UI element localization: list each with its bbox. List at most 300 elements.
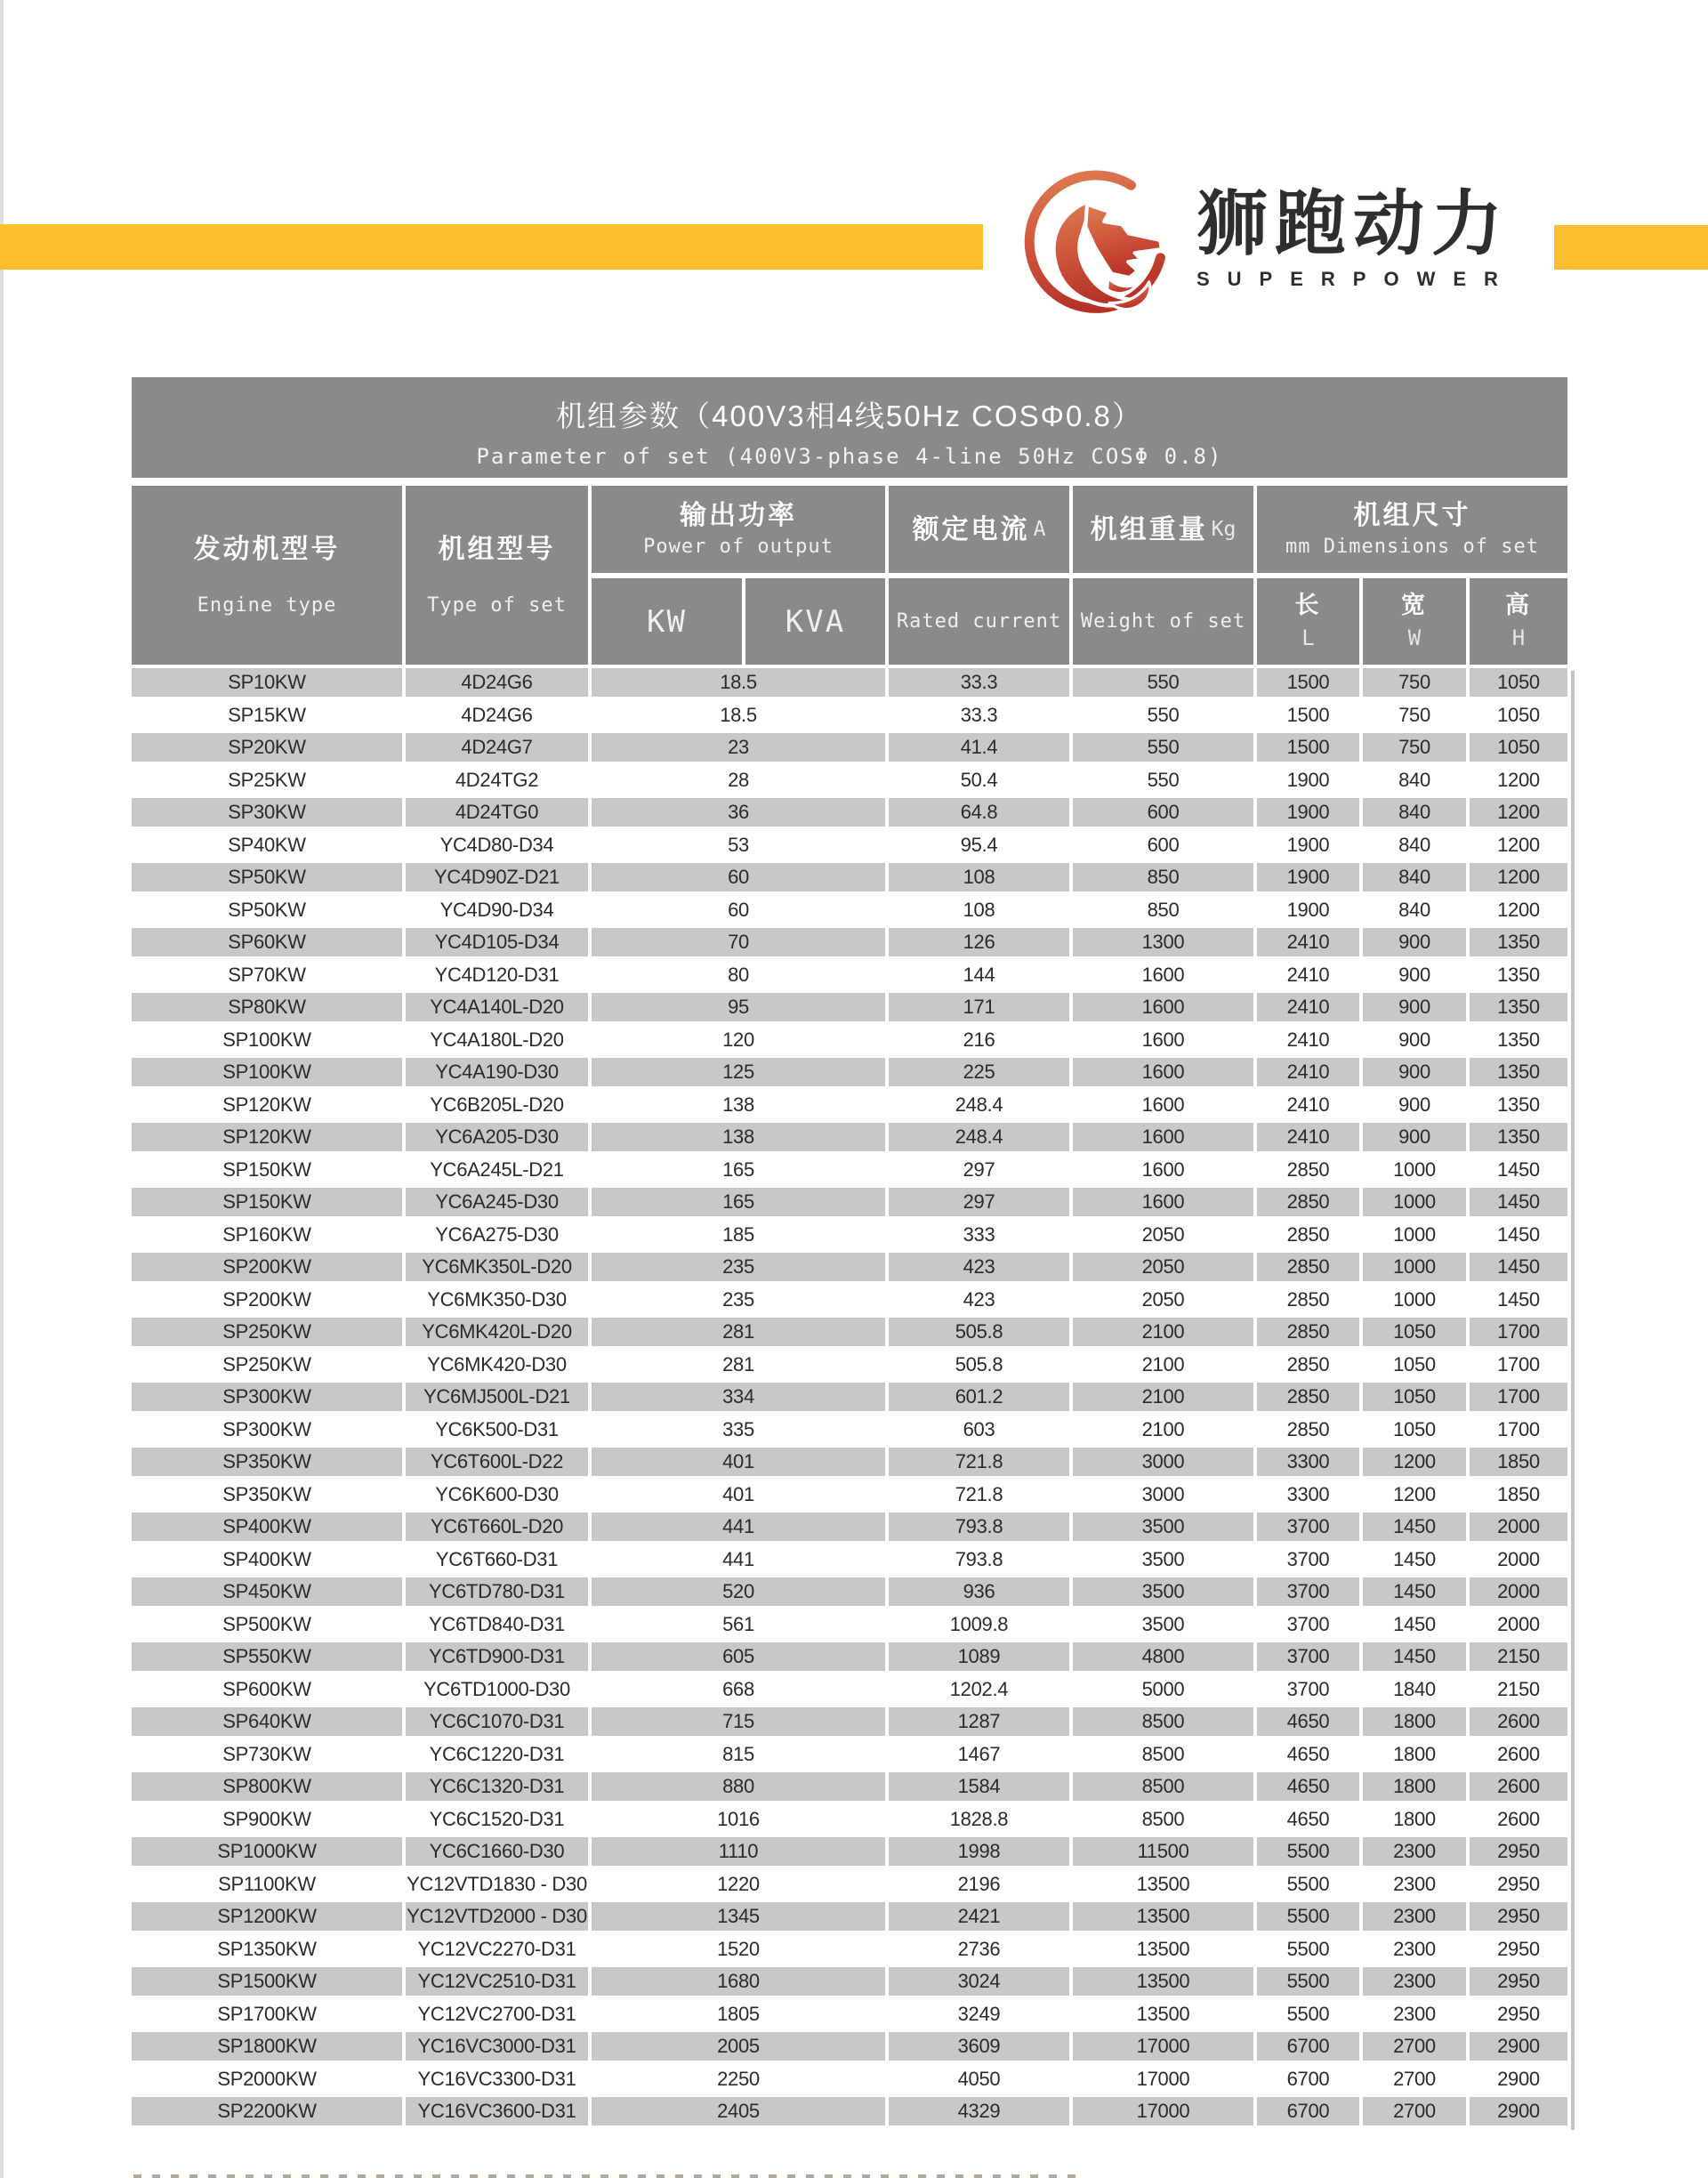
cell-rated-current: 3609 bbox=[889, 2032, 1069, 2061]
cell-engine-type: SP400KW bbox=[132, 1512, 402, 1541]
cell-engine-type: SP200KW bbox=[132, 1253, 402, 1281]
cell-power: 125 bbox=[592, 1058, 885, 1086]
cell-engine-type: SP550KW bbox=[132, 1642, 402, 1671]
cell-set-type: YC16VC3600-D31 bbox=[406, 2097, 588, 2126]
col-header-weight-cn: 机组重量 Kg bbox=[1073, 486, 1253, 573]
cell-height: 2000 bbox=[1470, 1512, 1567, 1541]
cell-engine-type: SP40KW bbox=[132, 831, 402, 859]
accent-bar-left bbox=[0, 224, 983, 270]
cell-set-type: YC6C1320-D31 bbox=[406, 1772, 588, 1801]
cell-weight: 5000 bbox=[1073, 1675, 1253, 1704]
cell-weight: 13500 bbox=[1073, 1902, 1253, 1931]
cell-height: 2000 bbox=[1470, 1610, 1567, 1639]
cell-length: 1500 bbox=[1257, 733, 1359, 762]
cell-height: 1350 bbox=[1470, 1123, 1567, 1151]
cell-height: 1350 bbox=[1470, 1091, 1567, 1119]
cell-set-type: YC6T600L-D22 bbox=[406, 1448, 588, 1476]
col-header-length: 长 L bbox=[1257, 578, 1359, 665]
cell-height: 2900 bbox=[1470, 2065, 1567, 2093]
cell-rated-current: 216 bbox=[889, 1026, 1069, 1054]
cell-power: 1805 bbox=[592, 2000, 885, 2029]
cell-width: 1200 bbox=[1363, 1448, 1466, 1476]
cell-height: 1450 bbox=[1470, 1253, 1567, 1281]
cell-width: 840 bbox=[1363, 863, 1466, 891]
cell-width: 1000 bbox=[1363, 1286, 1466, 1314]
cell-rated-current: 108 bbox=[889, 896, 1069, 924]
cell-engine-type: SP160KW bbox=[132, 1221, 402, 1249]
table-title bbox=[132, 377, 1567, 478]
cell-engine-type: SP800KW bbox=[132, 1772, 402, 1801]
cell-height: 2950 bbox=[1470, 1935, 1567, 1964]
cell-weight: 8500 bbox=[1073, 1772, 1253, 1801]
cell-engine-type: SP250KW bbox=[132, 1351, 402, 1379]
cell-length: 1900 bbox=[1257, 863, 1359, 891]
cell-set-type: 4D24TG0 bbox=[406, 798, 588, 827]
cell-weight: 8500 bbox=[1073, 1805, 1253, 1834]
cell-width: 1840 bbox=[1363, 1675, 1466, 1704]
cell-height: 2600 bbox=[1470, 1707, 1567, 1736]
cell-engine-type: SP2200KW bbox=[132, 2097, 402, 2126]
cell-power: 60 bbox=[592, 863, 885, 891]
cell-width: 840 bbox=[1363, 831, 1466, 859]
cell-width: 2300 bbox=[1363, 2000, 1466, 2029]
cell-weight: 1600 bbox=[1073, 961, 1253, 989]
cell-height: 2000 bbox=[1470, 1577, 1567, 1606]
lion-emblem-icon bbox=[1021, 164, 1171, 317]
cell-set-type: YC6B205L-D20 bbox=[406, 1091, 588, 1119]
cell-weight: 600 bbox=[1073, 798, 1253, 827]
cell-set-type: YC12VTD2000 - D30 bbox=[406, 1902, 588, 1931]
cell-rated-current: 1202.4 bbox=[889, 1675, 1069, 1704]
cell-width: 2700 bbox=[1363, 2065, 1466, 2093]
cell-set-type: YC6A245L-D21 bbox=[406, 1156, 588, 1184]
col-header-rated-current-cn: 额定电流 A bbox=[889, 486, 1069, 573]
cell-engine-type: SP60KW bbox=[132, 928, 402, 956]
cell-weight: 1600 bbox=[1073, 1026, 1253, 1054]
cell-weight: 11500 bbox=[1073, 1837, 1253, 1866]
cell-rated-current: 3024 bbox=[889, 1967, 1069, 1996]
cell-length: 3700 bbox=[1257, 1512, 1359, 1541]
cell-weight: 1600 bbox=[1073, 1188, 1253, 1216]
cell-engine-type: SP500KW bbox=[132, 1610, 402, 1639]
cell-height: 2150 bbox=[1470, 1675, 1567, 1704]
cell-weight: 1600 bbox=[1073, 993, 1253, 1021]
cell-engine-type: SP1100KW bbox=[132, 1870, 402, 1899]
table-header bbox=[132, 486, 1567, 665]
cell-rated-current: 601.2 bbox=[889, 1383, 1069, 1411]
cell-weight: 3500 bbox=[1073, 1577, 1253, 1606]
cell-weight: 2100 bbox=[1073, 1351, 1253, 1379]
cell-weight: 8500 bbox=[1073, 1740, 1253, 1769]
cell-height: 1350 bbox=[1470, 1058, 1567, 1086]
cell-weight: 13500 bbox=[1073, 1935, 1253, 1964]
cell-engine-type: SP150KW bbox=[132, 1156, 402, 1184]
cell-weight: 550 bbox=[1073, 766, 1253, 795]
cell-length: 1900 bbox=[1257, 831, 1359, 859]
cell-power: 1016 bbox=[592, 1805, 885, 1834]
cell-height: 1050 bbox=[1470, 733, 1567, 762]
cell-width: 1450 bbox=[1363, 1545, 1466, 1574]
cell-rated-current: 721.8 bbox=[889, 1448, 1069, 1476]
cell-rated-current: 297 bbox=[889, 1156, 1069, 1184]
cell-rated-current: 1998 bbox=[889, 1837, 1069, 1866]
cell-weight: 13500 bbox=[1073, 1967, 1253, 1996]
cell-power: 18.5 bbox=[592, 701, 885, 730]
cell-length: 3700 bbox=[1257, 1610, 1359, 1639]
cell-power: 120 bbox=[592, 1026, 885, 1054]
cell-power: 334 bbox=[592, 1383, 885, 1411]
cell-power: 18.5 bbox=[592, 668, 885, 697]
cell-width: 1050 bbox=[1363, 1416, 1466, 1444]
cell-set-type: YC12VC2700-D31 bbox=[406, 2000, 588, 2029]
cell-height: 1700 bbox=[1470, 1383, 1567, 1411]
cell-width: 900 bbox=[1363, 1091, 1466, 1119]
cell-power: 561 bbox=[592, 1610, 885, 1639]
cell-width: 900 bbox=[1363, 1123, 1466, 1151]
cell-length: 2410 bbox=[1257, 1026, 1359, 1054]
cell-set-type: YC6C1520-D31 bbox=[406, 1805, 588, 1834]
cell-width: 1450 bbox=[1363, 1512, 1466, 1541]
brand-name-en: SUPERPOWER bbox=[1196, 268, 1516, 290]
cell-weight: 3500 bbox=[1073, 1545, 1253, 1574]
cell-set-type: YC4A140L-D20 bbox=[406, 993, 588, 1021]
cell-set-type: 4D24TG2 bbox=[406, 766, 588, 795]
cell-rated-current: 1009.8 bbox=[889, 1610, 1069, 1639]
cell-set-type: YC6TD780-D31 bbox=[406, 1577, 588, 1606]
cell-weight: 4800 bbox=[1073, 1642, 1253, 1671]
cell-width: 1000 bbox=[1363, 1188, 1466, 1216]
cell-length: 2850 bbox=[1257, 1188, 1359, 1216]
cell-power: 281 bbox=[592, 1351, 885, 1379]
cell-power: 185 bbox=[592, 1221, 885, 1249]
cell-rated-current: 2736 bbox=[889, 1935, 1069, 1964]
cell-length: 2410 bbox=[1257, 1058, 1359, 1086]
cell-length: 4650 bbox=[1257, 1772, 1359, 1801]
cell-power: 441 bbox=[592, 1512, 885, 1541]
cell-length: 2850 bbox=[1257, 1351, 1359, 1379]
cell-height: 2600 bbox=[1470, 1740, 1567, 1769]
cell-rated-current: 1287 bbox=[889, 1707, 1069, 1736]
cell-width: 900 bbox=[1363, 993, 1466, 1021]
cell-power: 70 bbox=[592, 928, 885, 956]
cell-engine-type: SP1500KW bbox=[132, 1967, 402, 1996]
cell-power: 2405 bbox=[592, 2097, 885, 2126]
table-body bbox=[132, 668, 1567, 2126]
cell-rated-current: 108 bbox=[889, 863, 1069, 891]
cell-engine-type: SP250KW bbox=[132, 1318, 402, 1346]
cell-width: 1000 bbox=[1363, 1253, 1466, 1281]
cell-length: 3700 bbox=[1257, 1545, 1359, 1574]
cell-length: 5500 bbox=[1257, 1902, 1359, 1931]
cell-rated-current: 41.4 bbox=[889, 733, 1069, 762]
cell-width: 2700 bbox=[1363, 2097, 1466, 2126]
cell-engine-type: SP25KW bbox=[132, 766, 402, 795]
cell-length: 4650 bbox=[1257, 1707, 1359, 1736]
cell-length: 2850 bbox=[1257, 1286, 1359, 1314]
cell-rated-current: 1089 bbox=[889, 1642, 1069, 1671]
cell-weight: 2050 bbox=[1073, 1221, 1253, 1249]
cell-set-type: YC6TD1000-D30 bbox=[406, 1675, 588, 1704]
cell-width: 2700 bbox=[1363, 2032, 1466, 2061]
cell-engine-type: SP100KW bbox=[132, 1026, 402, 1054]
cell-height: 1700 bbox=[1470, 1416, 1567, 1444]
cell-engine-type: SP10KW bbox=[132, 668, 402, 697]
cell-height: 2000 bbox=[1470, 1545, 1567, 1574]
cell-set-type: YC16VC3000-D31 bbox=[406, 2032, 588, 2061]
cell-weight: 1600 bbox=[1073, 1156, 1253, 1184]
cell-width: 900 bbox=[1363, 1058, 1466, 1086]
cell-power: 668 bbox=[592, 1675, 885, 1704]
cell-set-type: 4D24G6 bbox=[406, 668, 588, 697]
cell-length: 5500 bbox=[1257, 1967, 1359, 1996]
cell-weight: 3000 bbox=[1073, 1448, 1253, 1476]
cell-weight: 8500 bbox=[1073, 1707, 1253, 1736]
cell-engine-type: SP15KW bbox=[132, 701, 402, 730]
cell-weight: 550 bbox=[1073, 733, 1253, 762]
cell-set-type: YC6MK350L-D20 bbox=[406, 1253, 588, 1281]
cell-weight: 2100 bbox=[1073, 1416, 1253, 1444]
cell-power: 401 bbox=[592, 1480, 885, 1509]
cell-power: 235 bbox=[592, 1253, 885, 1281]
cell-length: 3700 bbox=[1257, 1577, 1359, 1606]
cell-width: 840 bbox=[1363, 766, 1466, 795]
cell-weight: 3500 bbox=[1073, 1610, 1253, 1639]
cell-length: 6700 bbox=[1257, 2032, 1359, 2061]
cell-set-type: YC6C1070-D31 bbox=[406, 1707, 588, 1736]
cell-set-type: YC6MJ500L-D21 bbox=[406, 1383, 588, 1411]
accent-bar-right bbox=[1554, 225, 1708, 270]
cell-power: 53 bbox=[592, 831, 885, 859]
cell-length: 5500 bbox=[1257, 1837, 1359, 1866]
cell-width: 750 bbox=[1363, 733, 1466, 762]
cell-power: 138 bbox=[592, 1091, 885, 1119]
cell-power: 2250 bbox=[592, 2065, 885, 2093]
cell-height: 1050 bbox=[1470, 668, 1567, 697]
cell-power: 1345 bbox=[592, 1902, 885, 1931]
cell-rated-current: 248.4 bbox=[889, 1123, 1069, 1151]
cell-engine-type: SP70KW bbox=[132, 961, 402, 989]
cell-rated-current: 721.8 bbox=[889, 1480, 1069, 1509]
cell-height: 2900 bbox=[1470, 2032, 1567, 2061]
cell-set-type: YC12VC2270-D31 bbox=[406, 1935, 588, 1964]
cell-length: 2410 bbox=[1257, 993, 1359, 1021]
cell-height: 1700 bbox=[1470, 1318, 1567, 1346]
cell-set-type: YC4A190-D30 bbox=[406, 1058, 588, 1086]
cell-rated-current: 171 bbox=[889, 993, 1069, 1021]
cell-length: 2850 bbox=[1257, 1253, 1359, 1281]
cell-weight: 2050 bbox=[1073, 1253, 1253, 1281]
cell-set-type: YC6MK350-D30 bbox=[406, 1286, 588, 1314]
cell-engine-type: SP1800KW bbox=[132, 2032, 402, 2061]
cell-set-type: 4D24G6 bbox=[406, 701, 588, 730]
cell-length: 2850 bbox=[1257, 1416, 1359, 1444]
cell-weight: 3500 bbox=[1073, 1512, 1253, 1541]
cell-length: 2410 bbox=[1257, 1123, 1359, 1151]
cell-length: 6700 bbox=[1257, 2097, 1359, 2126]
cell-width: 2300 bbox=[1363, 1870, 1466, 1899]
cell-width: 840 bbox=[1363, 896, 1466, 924]
cell-power: 715 bbox=[592, 1707, 885, 1736]
cell-width: 1450 bbox=[1363, 1610, 1466, 1639]
col-header-power-output: 输出功率 Power of output bbox=[592, 486, 885, 573]
cell-set-type: YC6T660L-D20 bbox=[406, 1512, 588, 1541]
cell-length: 1500 bbox=[1257, 701, 1359, 730]
cell-engine-type: SP2000KW bbox=[132, 2065, 402, 2093]
cell-engine-type: SP20KW bbox=[132, 733, 402, 762]
cell-height: 1200 bbox=[1470, 831, 1567, 859]
cell-length: 4650 bbox=[1257, 1740, 1359, 1769]
cell-power: 60 bbox=[592, 896, 885, 924]
cell-power: 281 bbox=[592, 1318, 885, 1346]
cell-width: 1050 bbox=[1363, 1351, 1466, 1379]
cell-set-type: YC6MK420L-D20 bbox=[406, 1318, 588, 1346]
page-edge-shadow bbox=[0, 0, 4, 2178]
col-header-dimensions: 机组尺寸 mm Dimensions of set bbox=[1257, 486, 1567, 573]
cell-width: 1200 bbox=[1363, 1480, 1466, 1509]
cell-rated-current: 505.8 bbox=[889, 1351, 1069, 1379]
cell-set-type: YC6K500-D31 bbox=[406, 1416, 588, 1444]
cell-set-type: YC6A205-D30 bbox=[406, 1123, 588, 1151]
cell-rated-current: 1584 bbox=[889, 1772, 1069, 1801]
cell-engine-type: SP400KW bbox=[132, 1545, 402, 1574]
cell-set-type: YC6C1660-D30 bbox=[406, 1837, 588, 1866]
cell-length: 3700 bbox=[1257, 1675, 1359, 1704]
cell-height: 2950 bbox=[1470, 1902, 1567, 1931]
cell-height: 1700 bbox=[1470, 1351, 1567, 1379]
cell-engine-type: SP300KW bbox=[132, 1416, 402, 1444]
cell-width: 750 bbox=[1363, 701, 1466, 730]
cell-weight: 17000 bbox=[1073, 2032, 1253, 2061]
col-header-kw: KW bbox=[592, 578, 742, 665]
cell-width: 1000 bbox=[1363, 1221, 1466, 1249]
cell-weight: 850 bbox=[1073, 896, 1253, 924]
cell-engine-type: SP640KW bbox=[132, 1707, 402, 1736]
cell-engine-type: SP350KW bbox=[132, 1480, 402, 1509]
cell-length: 5500 bbox=[1257, 1870, 1359, 1899]
cell-rated-current: 50.4 bbox=[889, 766, 1069, 795]
cell-height: 1350 bbox=[1470, 928, 1567, 956]
cell-power: 815 bbox=[592, 1740, 885, 1769]
cell-width: 1800 bbox=[1363, 1772, 1466, 1801]
cell-power: 23 bbox=[592, 733, 885, 762]
cell-power: 1110 bbox=[592, 1837, 885, 1866]
cell-width: 1050 bbox=[1363, 1318, 1466, 1346]
cell-length: 2850 bbox=[1257, 1318, 1359, 1346]
cell-weight: 2050 bbox=[1073, 1286, 1253, 1314]
cell-height: 1450 bbox=[1470, 1221, 1567, 1249]
cell-height: 1350 bbox=[1470, 993, 1567, 1021]
cell-height: 1350 bbox=[1470, 1026, 1567, 1054]
cell-weight: 550 bbox=[1073, 701, 1253, 730]
cell-power: 1220 bbox=[592, 1870, 885, 1899]
cell-weight: 1300 bbox=[1073, 928, 1253, 956]
cell-length: 5500 bbox=[1257, 2000, 1359, 2029]
cell-set-type: 4D24G7 bbox=[406, 733, 588, 762]
cell-length: 2410 bbox=[1257, 961, 1359, 989]
brand-name-cn: 狮跑动力 bbox=[1196, 184, 1510, 263]
cell-width: 2300 bbox=[1363, 1935, 1466, 1964]
cell-length: 5500 bbox=[1257, 1935, 1359, 1964]
cell-weight: 3000 bbox=[1073, 1480, 1253, 1509]
cell-rated-current: 33.3 bbox=[889, 668, 1069, 697]
cell-rated-current: 4329 bbox=[889, 2097, 1069, 2126]
cell-length: 2850 bbox=[1257, 1383, 1359, 1411]
cell-engine-type: SP120KW bbox=[132, 1091, 402, 1119]
cell-rated-current: 423 bbox=[889, 1286, 1069, 1314]
cell-rated-current: 126 bbox=[889, 928, 1069, 956]
cell-length: 3300 bbox=[1257, 1448, 1359, 1476]
cell-weight: 600 bbox=[1073, 831, 1253, 859]
cell-height: 1350 bbox=[1470, 961, 1567, 989]
cell-weight: 1600 bbox=[1073, 1091, 1253, 1119]
cell-height: 1450 bbox=[1470, 1286, 1567, 1314]
cell-width: 2300 bbox=[1363, 1902, 1466, 1931]
cell-set-type: YC6TD840-D31 bbox=[406, 1610, 588, 1639]
cell-height: 2950 bbox=[1470, 2000, 1567, 2029]
cell-rated-current: 505.8 bbox=[889, 1318, 1069, 1346]
cell-weight: 2100 bbox=[1073, 1318, 1253, 1346]
cell-power: 28 bbox=[592, 766, 885, 795]
cell-engine-type: SP1350KW bbox=[132, 1935, 402, 1964]
cell-width: 840 bbox=[1363, 798, 1466, 827]
cell-rated-current: 2421 bbox=[889, 1902, 1069, 1931]
cell-rated-current: 64.8 bbox=[889, 798, 1069, 827]
cell-set-type: YC6MK420-D30 bbox=[406, 1351, 588, 1379]
cell-set-type: YC6C1220-D31 bbox=[406, 1740, 588, 1769]
cell-width: 1450 bbox=[1363, 1642, 1466, 1671]
cell-set-type: YC12VC2510-D31 bbox=[406, 1967, 588, 1996]
cell-engine-type: SP450KW bbox=[132, 1577, 402, 1606]
cell-weight: 17000 bbox=[1073, 2065, 1253, 2093]
cell-set-type: YC4D90-D34 bbox=[406, 896, 588, 924]
cell-width: 900 bbox=[1363, 1026, 1466, 1054]
cell-power: 95 bbox=[592, 993, 885, 1021]
cell-rated-current: 2196 bbox=[889, 1870, 1069, 1899]
cell-height: 2950 bbox=[1470, 1837, 1567, 1866]
cell-length: 2850 bbox=[1257, 1221, 1359, 1249]
cell-rated-current: 95.4 bbox=[889, 831, 1069, 859]
cell-width: 900 bbox=[1363, 961, 1466, 989]
cell-engine-type: SP1200KW bbox=[132, 1902, 402, 1931]
cell-power: 235 bbox=[592, 1286, 885, 1314]
cell-set-type: YC4A180L-D20 bbox=[406, 1026, 588, 1054]
cell-weight: 13500 bbox=[1073, 2000, 1253, 2029]
cell-length: 6700 bbox=[1257, 2065, 1359, 2093]
table-right-border bbox=[1571, 671, 1575, 2130]
cell-weight: 550 bbox=[1073, 668, 1253, 697]
cell-height: 2600 bbox=[1470, 1772, 1567, 1801]
cell-height: 1200 bbox=[1470, 766, 1567, 795]
cell-height: 1200 bbox=[1470, 896, 1567, 924]
cell-width: 1800 bbox=[1363, 1707, 1466, 1736]
cell-rated-current: 4050 bbox=[889, 2065, 1069, 2093]
cell-engine-type: SP730KW bbox=[132, 1740, 402, 1769]
cell-set-type: YC6TD900-D31 bbox=[406, 1642, 588, 1671]
cell-length: 2850 bbox=[1257, 1156, 1359, 1184]
cell-rated-current: 333 bbox=[889, 1221, 1069, 1249]
cell-height: 2950 bbox=[1470, 1870, 1567, 1899]
table-title-en: Parameter of set (400V3-phase 4-line 50Hz COSΦ 0.8) bbox=[476, 444, 1223, 469]
cell-engine-type: SP200KW bbox=[132, 1286, 402, 1314]
cell-height: 2900 bbox=[1470, 2097, 1567, 2126]
cell-rated-current: 248.4 bbox=[889, 1091, 1069, 1119]
table-title-cn: 机组参数（400V3相4线50Hz COSΦ0.8） bbox=[556, 399, 1143, 432]
cell-height: 1200 bbox=[1470, 798, 1567, 827]
cell-power: 441 bbox=[592, 1545, 885, 1574]
cell-power: 36 bbox=[592, 798, 885, 827]
cell-power: 2005 bbox=[592, 2032, 885, 2061]
cell-weight: 17000 bbox=[1073, 2097, 1253, 2126]
